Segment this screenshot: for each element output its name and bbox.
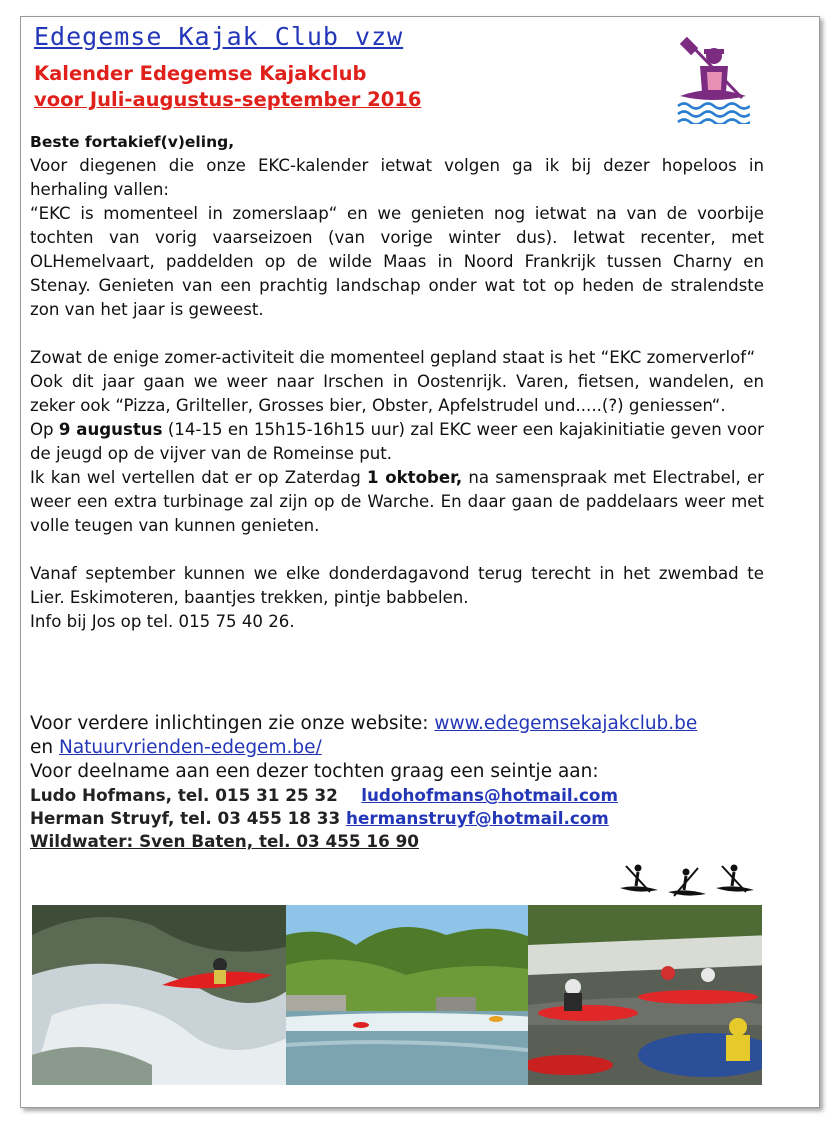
herman-email-link[interactable]: hermanstruyf@hotmail.com	[346, 808, 609, 828]
paragraph-summer-activity: Zowat de enige zomer-activiteit die momenteel gepland staat is het “EKC zomerverlof“	[30, 348, 756, 367]
ludo-email-link[interactable]: ludohofmans@hotmail.com	[361, 785, 618, 805]
contact-herman: Herman Struyf, tel. 03 455 18 33 hermanstruyf@hotmail.com	[30, 808, 609, 828]
paragraph-intro: Voor diegenen die onze EKC-kalender ietwat volgen ga ik bij dezer hopeloos in herhaling vallen:	[30, 156, 764, 199]
website-line: Voor verdere inlichtingen zie onze website: www.edegemsekajakclub.be	[30, 713, 698, 734]
date-august: 9 augustus	[58, 420, 163, 439]
calendar-period: voor Juli-augustus-september 2016	[34, 88, 422, 111]
kayaker-logo-icon	[676, 36, 750, 124]
natuurvrienden-link[interactable]: Natuurvrienden-edegem.be/	[59, 737, 322, 758]
natuurvrienden-line: en Natuurvrienden-edegem.be/	[30, 737, 322, 758]
date-october: 1 oktober,	[366, 468, 463, 487]
calendar-title: Kalender Edegemse Kajakclub	[34, 62, 367, 85]
paragraph-info: Info bij Jos op tel. 015 75 40 26.	[30, 612, 295, 631]
letter-body	[30, 130, 764, 634]
contact-ludo: Ludo Hofmans, tel. 015 31 25 32 ludohofmans@hotmail.com	[30, 785, 618, 805]
paragraph-warche: Ik kan wel vertellen dat er op Zaterdag 1 oktober, na samenspraak met Electrabel, er weer een extra turbinage zal zijn op de Warche. En daar gaan de paddelaars weer met volle teugen van kunnen genieten.	[30, 468, 764, 535]
paragraph-irschen: Ook dit jaar gaan we weer naar Irschen in Oostenrijk. Varen, fietsen, wandelen, en zeker ook “Pizza, Grilteller, Grosses bier, Obster, Apfelstrudel und.....(?) geniessen“.	[30, 372, 764, 415]
greeting: Beste fortakief(v)eling,	[30, 133, 235, 151]
paragraph-pool: Vanaf september kunnen we elke donderdagavond terug terecht in het zwembad te Lier. Eskimoteren, baantjes trekken, pintje babbelen.	[30, 564, 764, 607]
contact-section	[30, 712, 770, 853]
club-title[interactable]: Edegemse Kajak Club vzw	[34, 22, 404, 51]
photo-river-weir	[286, 905, 528, 1085]
website-link[interactable]: www.edegemsekajakclub.be	[434, 713, 698, 734]
paragraph-summer-sleep: “EKC is momenteel in zomerslaap“ en we genieten nog ietwat na van de voorbije tochten van vorig vaarseizoen (van vorige winter dus). Ietwat recenter, met OLHemelvaart, paddelden op de wilde Maas in Noord Frankrijk tussen Charny en Stenay. Genieten van een prachtig landschap onder wat tot op heden de stralendste zon van het jaar is geweest.	[30, 204, 764, 319]
kayak-paddlers-icon	[616, 860, 760, 900]
photo-strip	[32, 905, 762, 1085]
paragraph-initiation: Op 9 augustus (14-15 en 15h15-16h15 uur) zal EKC weer een kajakinitiatie geven voor de jeugd op de vijver van de Romeinse put.	[30, 420, 764, 463]
photo-kayak-group	[528, 905, 762, 1085]
photo-whitewater-kayak	[32, 905, 286, 1085]
contact-wildwater: Wildwater: Sven Baten, tel. 03 455 16 90	[30, 831, 419, 851]
signup-line: Voor deelname aan een dezer tochten graag een seintje aan:	[30, 761, 599, 782]
